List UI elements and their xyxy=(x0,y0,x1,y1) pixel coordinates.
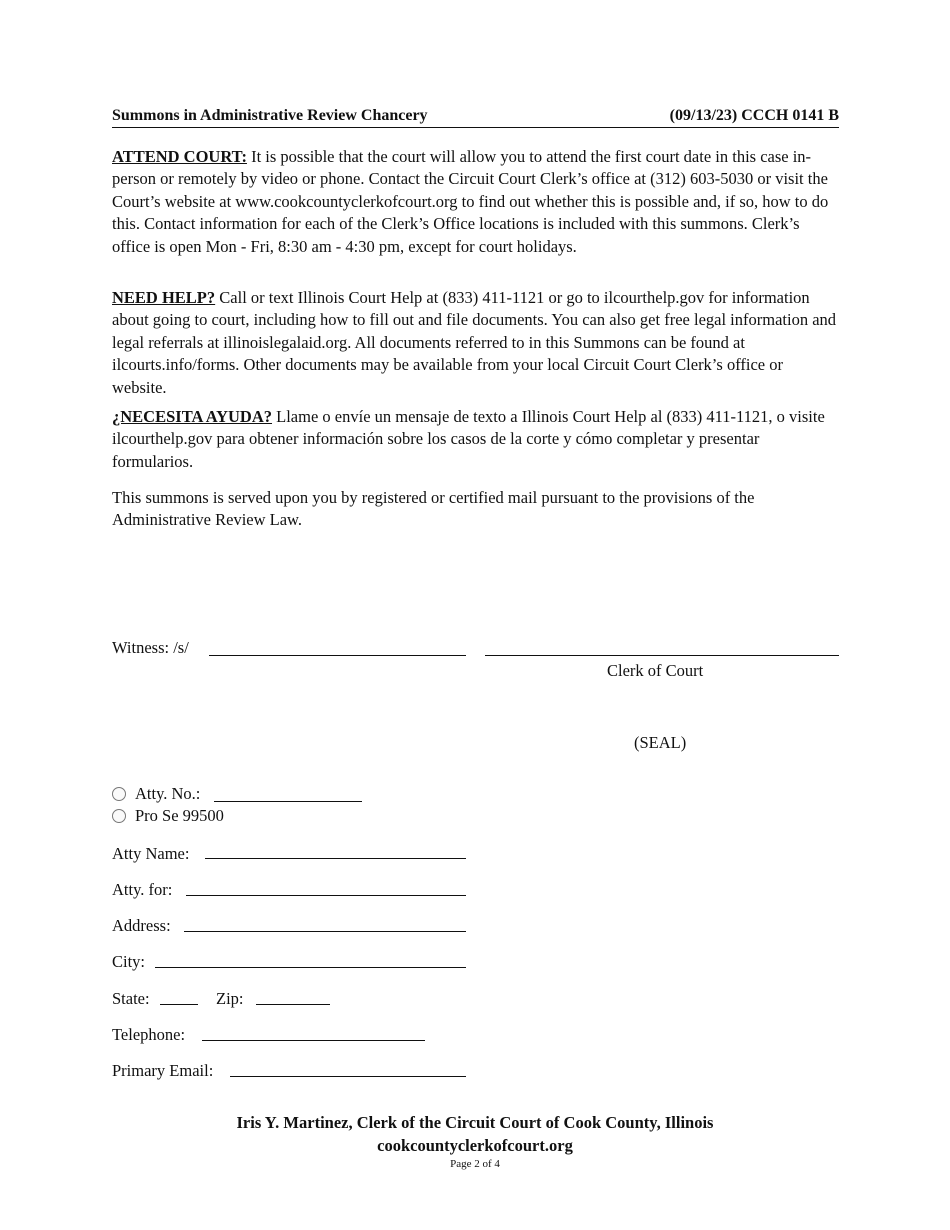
atty-no-label: Atty. No.: xyxy=(135,784,201,803)
attend-court-text: It is possible that the court will allow you to attend the first court date in this case in-person or remotely by video or phone. Contact the Circuit Court Clerk’s office at (312) 603-5030 or visit the Court’s website at www.cookcountyclerkofcourt.org to find out whether this is possible and, if so, how to do this. Contact information for each of the Clerk’s Office locations is included with this summons. Clerk’s office is open Mon - Fri, 8:30 am - 4:30 pm, except for court holidays. xyxy=(112,147,829,256)
atty-no-field[interactable] xyxy=(214,801,362,802)
necesita-ayuda-text: Llame o envíe un mensaje de texto a Illinois Court Help al (833) 411-1121, o visite ilcourthelp.gov para obtener información sobre los casos de la corte y cómo completar y presentar formularios. xyxy=(112,407,825,471)
clerk-signature-line[interactable] xyxy=(485,655,839,656)
page-number: Page 2 of 4 xyxy=(450,1158,500,1170)
address-field[interactable] xyxy=(184,931,466,932)
city-label: City: xyxy=(112,952,146,971)
city-field[interactable] xyxy=(155,967,466,968)
atty-name-field[interactable] xyxy=(205,858,466,859)
clerk-of-court-label: Clerk of Court xyxy=(607,661,704,680)
state-label: State: xyxy=(112,989,150,1008)
zip-field[interactable] xyxy=(256,1004,330,1005)
need-help-heading: NEED HELP? xyxy=(112,288,216,307)
witness-label: Witness: /s/ xyxy=(112,638,189,657)
form-code: (09/13/23) CCCH 0141 B xyxy=(669,107,839,124)
page-header xyxy=(112,107,839,128)
atty-no-radio[interactable] xyxy=(112,787,126,801)
atty-name-label: Atty Name: xyxy=(112,844,190,863)
zip-label: Zip: xyxy=(216,989,244,1008)
footer-website: cookcountyclerkofcourt.org xyxy=(377,1136,573,1155)
served-paragraph: This summons is served upon you by registered or certified mail pursuant to the provisions of the Administrative Review Law. xyxy=(112,488,755,530)
attend-court-heading: ATTEND COURT: xyxy=(112,147,247,166)
need-help-paragraph xyxy=(112,287,839,399)
necesita-ayuda-heading: ¿NECESITA AYUDA? xyxy=(112,407,273,426)
atty-for-field[interactable] xyxy=(186,895,466,896)
telephone-field[interactable] xyxy=(202,1040,425,1041)
pro-se-radio[interactable] xyxy=(112,809,126,823)
form-title: Summons in Administrative Review Chancery xyxy=(112,107,428,124)
seal-label: (SEAL) xyxy=(634,733,687,752)
footer-clerk-line: Iris Y. Martinez, Clerk of the Circuit Court of Cook County, Illinois xyxy=(236,1113,714,1132)
attend-court-paragraph xyxy=(112,146,839,258)
pro-se-label: Pro Se 99500 xyxy=(135,806,224,825)
state-field[interactable] xyxy=(160,1004,198,1005)
necesita-ayuda-paragraph xyxy=(112,406,839,473)
primary-email-field[interactable] xyxy=(230,1076,466,1077)
witness-signature-line[interactable] xyxy=(209,655,466,656)
need-help-text: Call or text Illinois Court Help at (833) 411-1121 or go to ilcourthelp.gov for information about going to court, including how to fill out and file documents. You can also get free legal information and legal referrals at illinoislegalaid.org. All documents referred to in this Summons can be found at ilcourts.info/forms. Other documents may be available from your local Circuit Court Clerk’s office or website. xyxy=(112,288,837,397)
primary-email-label: Primary Email: xyxy=(112,1061,214,1080)
address-label: Address: xyxy=(112,916,171,935)
telephone-label: Telephone: xyxy=(112,1025,186,1044)
atty-for-label: Atty. for: xyxy=(112,880,173,899)
